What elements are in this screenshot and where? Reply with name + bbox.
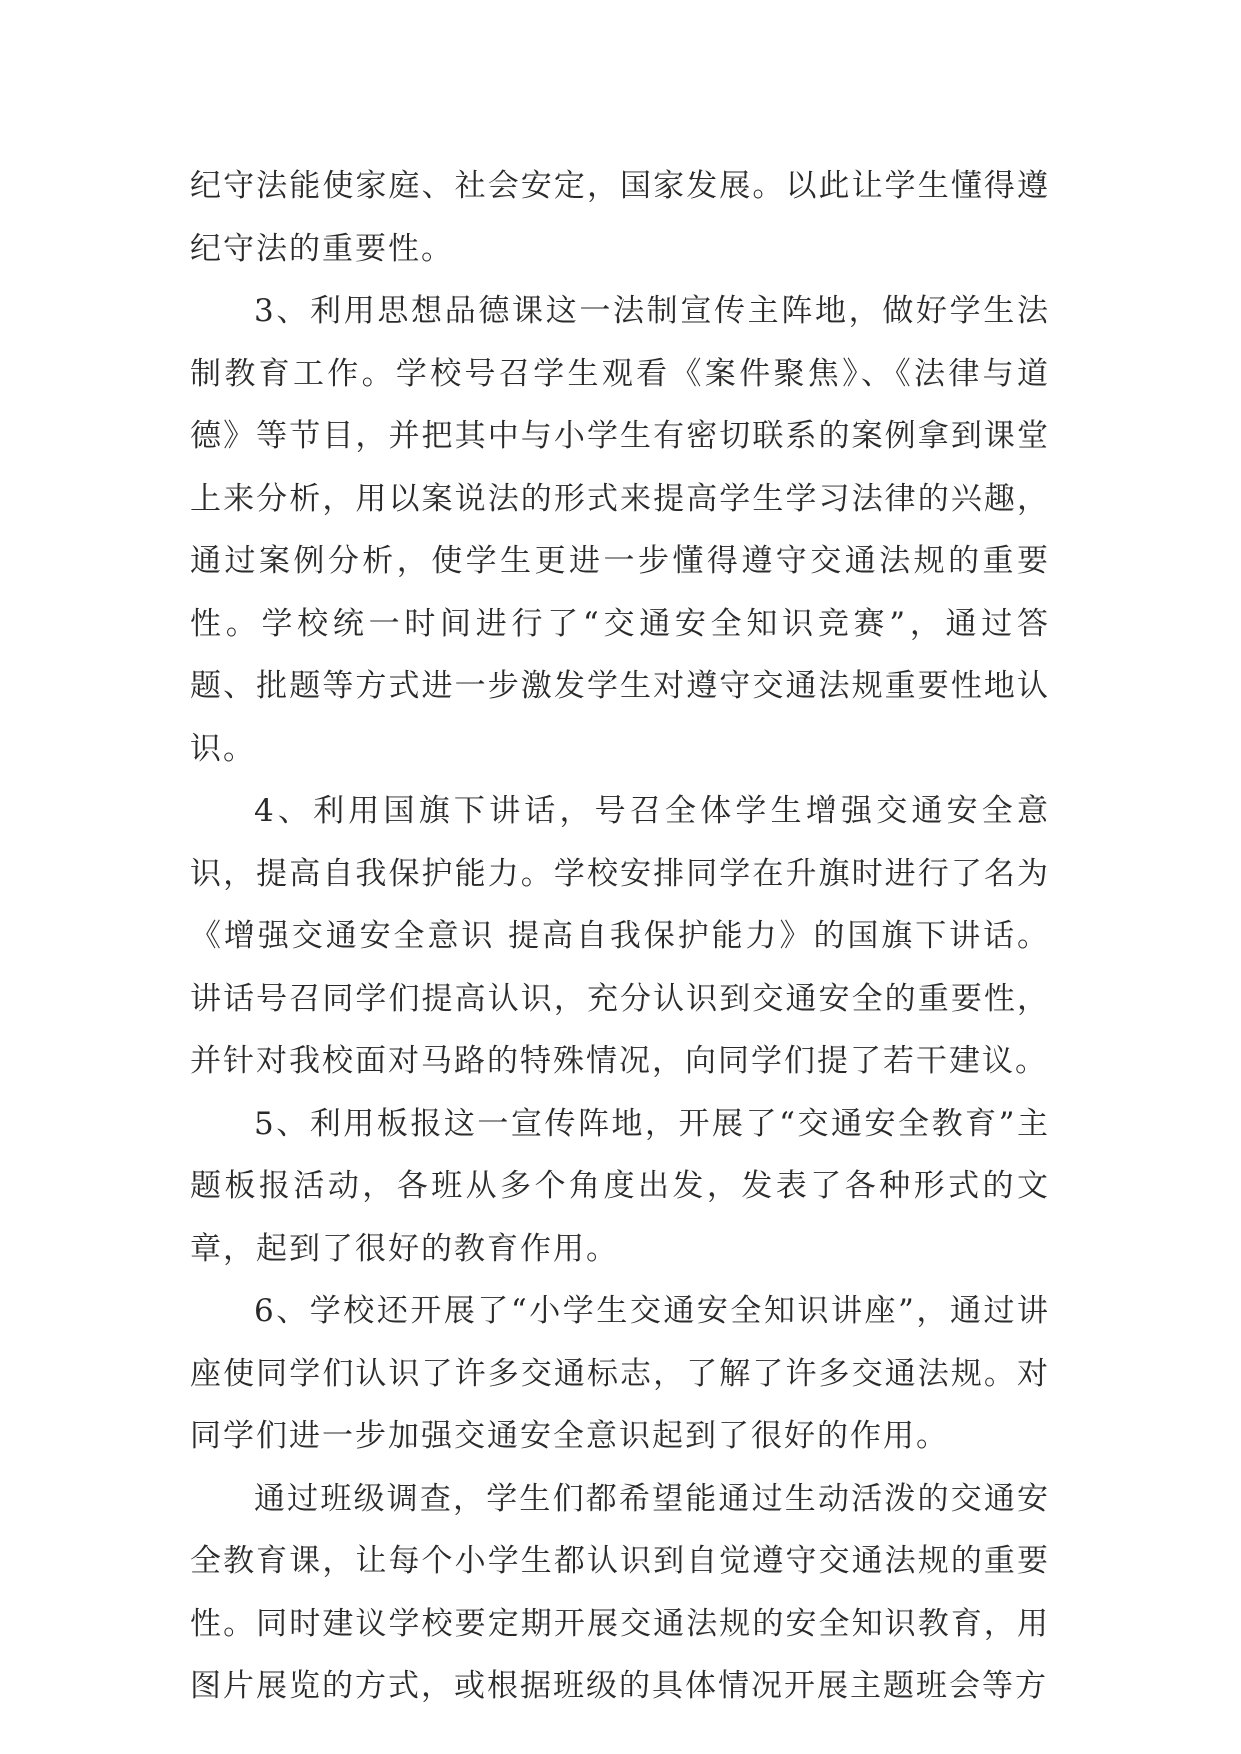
paragraph-2: 3、利用思想品德课这一法制宣传主阵地，做好学生法制教育工作。学校号召学生观看《案件聚焦》、《法律与道德》等节目，并把其中与小学生有密切联系的案例拿到课堂上来分析，用以案说法的形式来提高学生学习法律的兴趣，通过案例分析，使学生更进一步懂得遵守交通法规的重要性。学校统一时间进行了“交通安全知识竞赛”，通过答题、批题等方式进一步激发学生对遵守交通法规重要性地认识。 xyxy=(190,293,1050,767)
paragraph-3: 4、利用国旗下讲话，号召全体学生增强交通安全意识，提高自我保护能力。学校安排同学在升旗时进行了名为《增强交通安全意识 提高自我保护能力》的国旗下讲话。讲话号召同学们提高认识，充分认识到交通安全的重要性，并针对我校面对马路的特殊情况，向同学们提了若干建议。 xyxy=(190,793,1050,1079)
paragraph-1: 纪守法能使家庭、社会安定，国家发展。以此让学生懂得遵纪守法的重要性。 xyxy=(190,168,1050,267)
paragraph-5: 6、学校还开展了“小学生交通安全知识讲座”，通过讲座使同学们认识了许多交通标志，了解了许多交通法规。对同学们进一步加强交通安全意识起到了很好的作用。 xyxy=(190,1293,1050,1454)
paragraph-4: 5、利用板报这一宣传阵地，开展了“交通安全教育”主题板报活动，各班从多个角度出发，发表了各种形式的文章，起到了很好的教育作用。 xyxy=(190,1105,1050,1267)
document-body xyxy=(190,155,1050,1718)
paragraph-6: 通过班级调查，学生们都希望能通过生动活泼的交通安全教育课，让每个小学生都认识到自觉遵守交通法规的重要性。同时建议学校要定期开展交通法规的安全知识教育，用图片展览的方式，或根据班级的具体情况开展主题班会等方 xyxy=(190,1480,1050,1704)
